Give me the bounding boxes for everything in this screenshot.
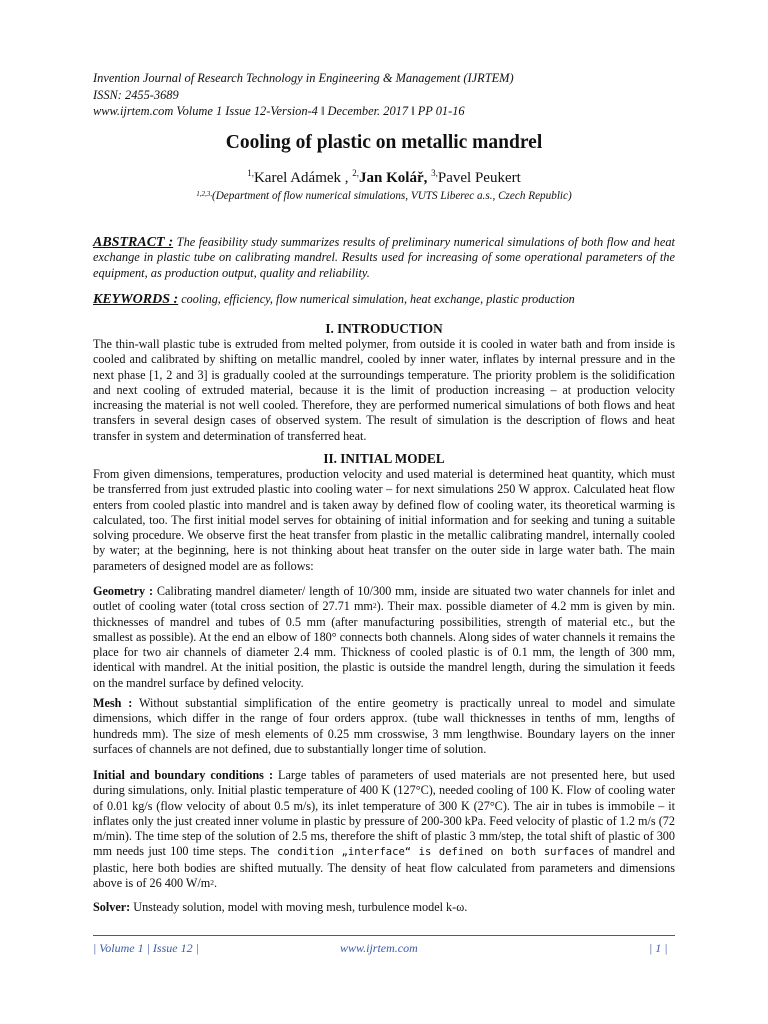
author-2: Jan Kolář, [359, 170, 428, 186]
introduction-paragraph: The thin-wall plastic tube is extruded from melted polymer, from outside it is cooled in water bath and from inside is cooled and calibrated by shifting on metallic mandrel, cooled by inner water, inflates by internal pressure and in the next phase [1, 2 and 3] is gradually cooled at the surroundings temperature. The priority problem is the solidification and next cooling of extruded material, because it is the limit of production increasing – at production velocity increasing the material is not well cooled. Therefore, they are performed numerical simulations of both flows and heat transfers in several design cases of observed system. The result of simulation is the description of flows and heat transfer in system and determination of transferred heat. [93, 337, 675, 443]
conditions-superscript: 2 [210, 878, 214, 888]
abstract [93, 235, 675, 281]
footer-page-number: | 1 | [649, 941, 668, 955]
solver-label: Solver: [93, 900, 131, 914]
geometry-text-a: Calibrating mandrel diameter/ length of 10/300 mm, inside are situated two water channels for inlet and outlet of cooling water (total cross section of 27.71 mm [93, 584, 676, 614]
author-3-superscript: 3, [431, 168, 438, 178]
footer-volume: | Volume 1 | Issue 12 | [93, 941, 199, 955]
journal-header [93, 70, 693, 120]
conditions-text-mono: The condition „interface“ is defined on both surfaces [250, 846, 595, 859]
solver-paragraph [93, 900, 675, 915]
author-1: Karel Adámek , [253, 170, 349, 186]
geometry-text-b: ). Their max. possible diameter of 4.2 mm is given by min. thicknesses of mandrel and tubes of 0.5 mm (after manufacturing possibilities, strength of material etc., but the smallest as possible). At the end an elbow of 180° connects both channels. Along sides of water channels it remains the place for two air channels of diameter 2.4 mm. Thickness of cooled plastic is of 0.1 mm, the length of 300 mm, identical with mandrel. At the initial position, the plastic is outside the mandrel length, during the simulation it feeds on the mandrel surface by defined velocity. [93, 599, 675, 690]
abstract-text: The feasibility study summarizes results of preliminary numerical simulations of both flow and heat exchange in plastic tube on calibrating mandrel. Results used for increasing of some operational parameters of the equipment, as production output, quality and reliability. [93, 235, 675, 280]
conditions-text-b: of mandrel and plastic, here both bodies are shifted mutually. The density of heat flow calculated from parameters and dimensions above is of 26 400 W/m [93, 844, 676, 891]
author-affiliation [0, 190, 768, 202]
author-1-superscript: 1, [247, 168, 254, 178]
section-heading-introduction: I. INTRODUCTION [325, 321, 443, 336]
geometry-label: Geometry : [93, 584, 154, 598]
footer-website-link[interactable]: www.ijrtem.com [340, 941, 418, 955]
mesh-text: Without substantial simplification of the entire geometry is practically unreal to model and simulate dimensions, which differ in the range of four orders approx. (tube wall thicknesses in tenths of mm, lengths of hundreds mm). The size of mesh elements of 0.25 mm crosswise, 3 mm lengthwise. Boundary layers on the inner surfaces of channels are not defined, due to substantially longer time of solution. [93, 696, 676, 756]
author-2-superscript: 2, [352, 168, 360, 178]
section-heading-initial-model: II. INITIAL MODEL [323, 451, 445, 466]
paper-title: Cooling of plastic on metallic mandrel [225, 132, 543, 153]
affiliation-superscript: 1,2,3, [196, 190, 212, 198]
keywords [93, 292, 675, 308]
conditions-paragraph [93, 768, 675, 891]
footer-divider [93, 935, 675, 936]
conditions-text-c: . [213, 876, 218, 891]
keywords-text: cooling, efficiency, flow numerical simulation, heat exchange, plastic production [181, 292, 575, 306]
journal-name: Invention Journal of Research Technology in Engineering & Management (IJRTEM) [93, 71, 514, 85]
conditions-label: Initial and boundary conditions : [93, 768, 274, 782]
geometry-paragraph [93, 584, 675, 691]
mesh-paragraph [93, 696, 675, 757]
journal-volume-line: www.ijrtem.com Volume 1 Issue 12-Version-4 ǁ December. 2017 ǁ PP 01-16 [93, 104, 465, 118]
keywords-label: KEYWORDS : [93, 292, 179, 307]
mesh-label: Mesh : [93, 696, 133, 710]
initial-model-paragraph: From given dimensions, temperatures, production velocity and used material is determined heat quantity, which must be transferred from just extruded plastic into cooling water – for next simulations 250 W approx. Calculated heat flow enters from cooled plastic into mandrel and is taken away by defined flow of cooling water, its theoretical warming is calculated, too. The first initial model serves for obtaining of initial information and for seeking and tuning a suitable solving procedure. We observe first the heat transfer from plastic in the metallic calibrating mandrel, internally cooled by water; at the beginning, here is not thinking about heat transfer on the outer side in large water bath. The main parameters of designed model are as follows: [93, 467, 675, 573]
solver-text: Unsteady solution, model with moving mesh, turbulence model k-ω. [130, 900, 468, 914]
conditions-text-a: Large tables of parameters of used materials are not presented here, but used during simulations, only. Initial plastic temperature of 400 K (127°C), needed cooling of 100 K. Flow of cooling water of 0.01 kg/s (flow velocity of about 0.5 m/s), its inlet temperature of 300 K (27°C). The air in tubes is immobile – it inflates only the just created inner volume in plastic by pressure of 200-300 kPa. Feed velocity of plastic of 1.2 m/s (72 m/min). The time step of the solution of 2.5 ms, therefore the shift of plastic 3 mm/step, the total shift of plastic of 300 mm needs just 100 time steps. [93, 768, 675, 859]
geometry-superscript: 2 [372, 601, 377, 611]
affiliation-text: (Department of flow numerical simulations, VUTS Liberec a.s., Czech Republic) [212, 190, 572, 202]
author-list [0, 170, 768, 187]
abstract-label: ABSTRACT : [93, 235, 174, 250]
author-3: Pavel Peukert [437, 170, 521, 186]
journal-issn: ISSN: 2455-3689 [93, 87, 179, 102]
